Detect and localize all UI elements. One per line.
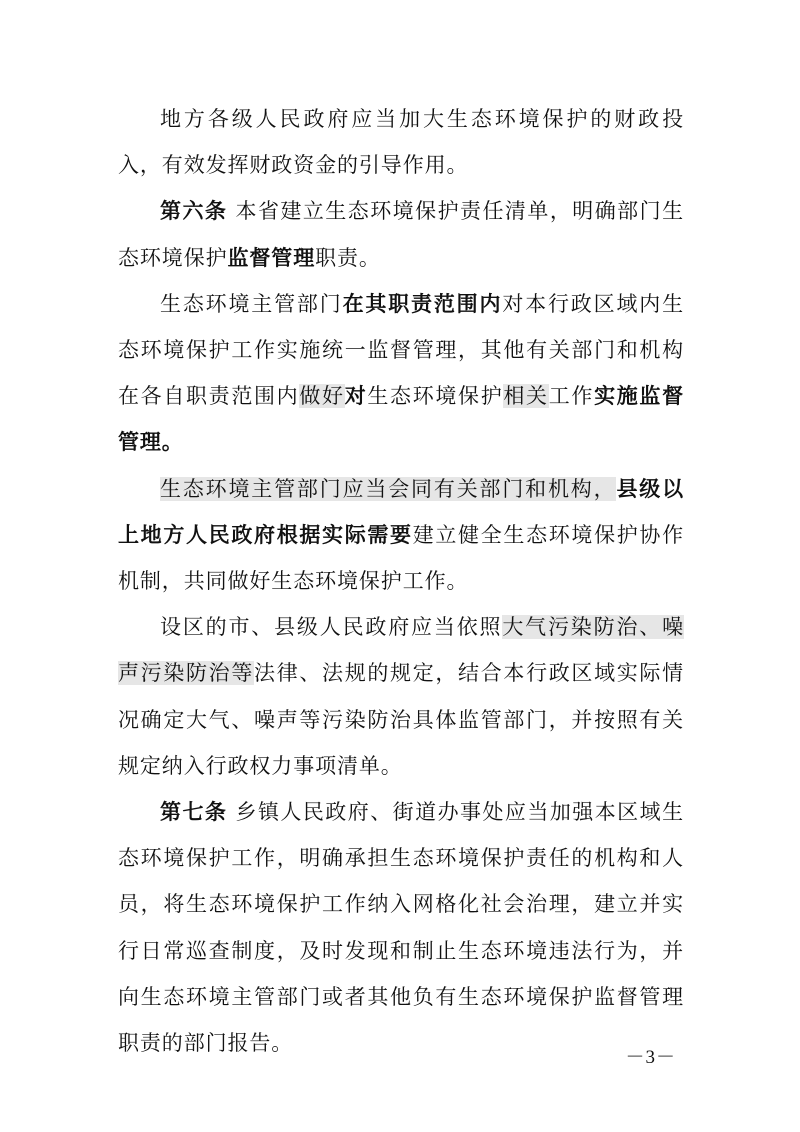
text-run: 生态环境保护 <box>367 384 504 409</box>
text-run: 建立健全生态环境保护协作机制，共同做好生态环境保护工作。 <box>118 522 684 594</box>
highlighted-text: 生态环境主管部门应当会同有关部门和机构， <box>160 476 617 501</box>
bold-text: 第六条 <box>160 199 228 224</box>
paragraph <box>118 188 684 280</box>
bold-text: 第七条 <box>160 800 228 825</box>
text-run: 法律、法规的规定，结合本行政区域实际情况确定大气、噪声等污染防治具体监管部门，并按照有关规定纳入行政权力事项清单。 <box>118 661 684 778</box>
paragraph <box>118 789 684 1066</box>
highlighted-text: 相关 <box>503 384 549 409</box>
text-run: 乡镇人民政府、街道办事处应当加强本区域生态环境保护工作，明确承担生态环境保护责任的机构和人员，将生态环境保护工作纳入网格化社会治理，建立并实行日常巡查制度，及时发现和制止生态环境违法行为，并向生态环境主管部门或者其他负有生态环境保护监督管理职责的部门报告。 <box>118 800 684 1056</box>
bold-text: 实施监督管理。 <box>118 384 684 455</box>
text-run: 工作 <box>548 384 595 409</box>
text-run: 对本行政区域内生态环境保护工作实施统一监督管理，其他有关部门和机构在各自职责范围内 <box>118 291 684 409</box>
paragraph <box>118 281 684 466</box>
document-body <box>118 96 684 1066</box>
highlighted-text: 做好 <box>299 384 345 409</box>
text-run: 生态环境主管部门 <box>160 291 343 316</box>
text-run: 设区的市、县级人民政府应当依照 <box>160 615 503 640</box>
text-run: 本省建立生态环境保护责任清单，明确部门生态环境保护 <box>118 199 684 270</box>
highlighted-text: 大气污染防治、噪声污染防治等 <box>118 615 685 686</box>
paragraph <box>118 96 684 188</box>
bold-text: 监督管理 <box>227 245 316 270</box>
paragraph <box>118 604 684 789</box>
paragraph <box>118 466 684 605</box>
bold-text: 县级以上地方人民政府根据实际需要 <box>118 476 684 547</box>
bold-text: 在其职责范围内 <box>342 291 503 316</box>
text-run: 职责。 <box>315 245 381 270</box>
page-number: －3－ <box>625 1047 676 1068</box>
text-run: 地方各级人民政府应当加大生态环境保护的财政投入，有效发挥财政资金的引导作用。 <box>118 107 684 178</box>
bold-text: 对 <box>344 384 368 409</box>
